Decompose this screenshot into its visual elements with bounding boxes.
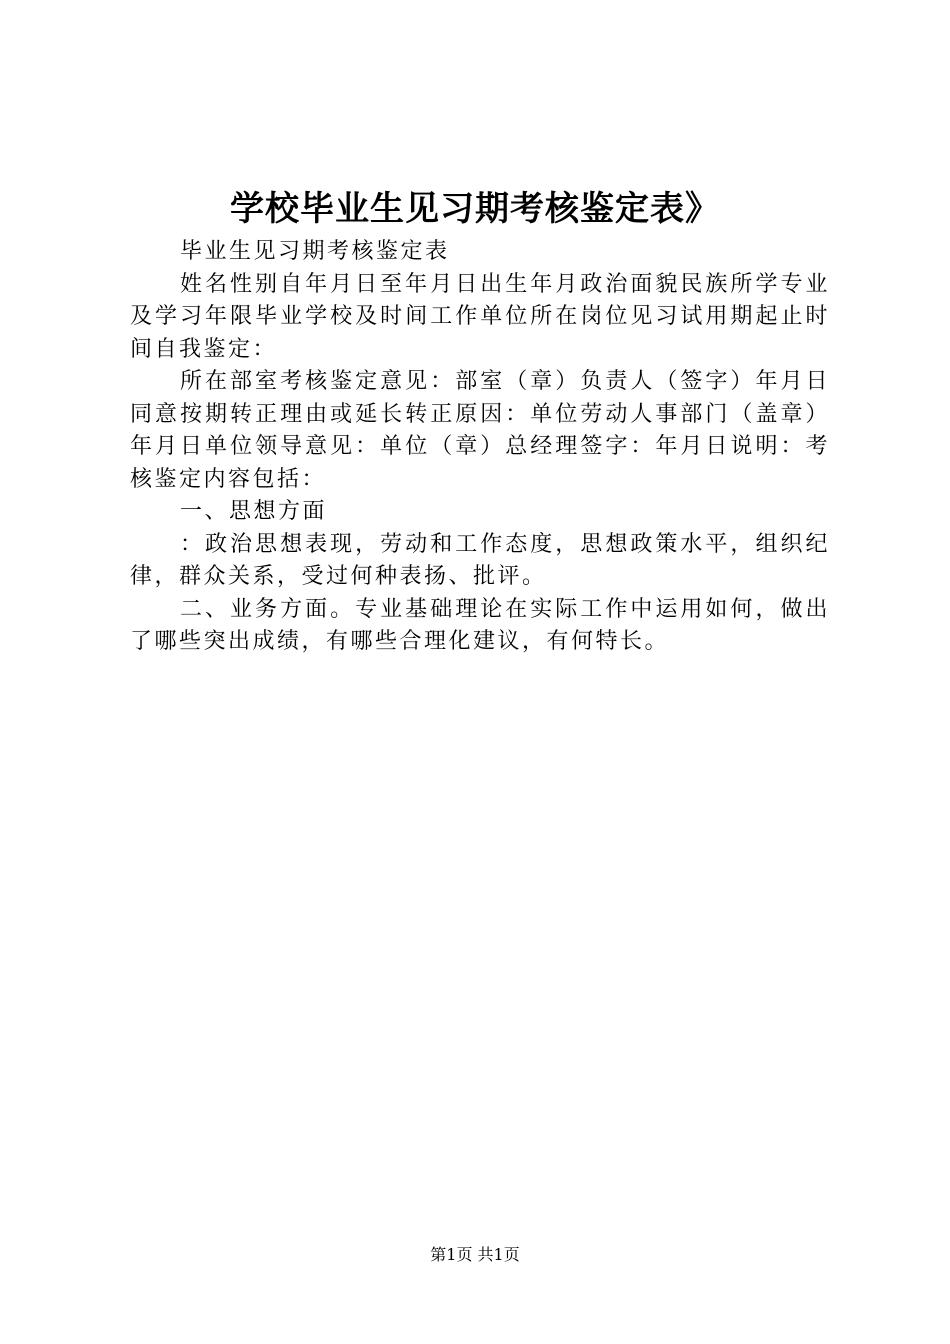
document-title: 学校毕业生见习期考核鉴定表》 (230, 189, 720, 229)
paragraph-ideology-details: ：政治思想表现，劳动和工作态度，思想政策水平，组织纪律，群众关系，受过何种表扬、批评。 (130, 531, 830, 589)
document-body (130, 236, 830, 659)
paragraph-opinions: 所在部室考核鉴定意见：部室（章）负责人（签字）年月日同意按期转正理由或延长转正原因：单位劳动人事部门（盖章）年月日单位领导意见：单位（章）总经理签字：年月日说明：考核鉴定内容包括： (130, 369, 830, 492)
paragraph-section-business: 二、业务方面。专业基础理论在实际工作中运用如何，做出了哪些突出成绩，有哪些合理化建议，有何特长。 (130, 596, 830, 654)
paragraph-form-name: 毕业生见习期考核鉴定表 (180, 239, 450, 264)
paragraph-personal-info: 姓名性别自年月日至年月日出生年月政治面貌民族所学专业及学习年限毕业学校及时间工作单位所在岗位见习试用期起止时间自我鉴定： (130, 271, 830, 362)
page-number-footer: 第1页 共1页 (430, 1245, 520, 1264)
paragraph-section-ideology: 一、思想方面 (180, 499, 328, 524)
